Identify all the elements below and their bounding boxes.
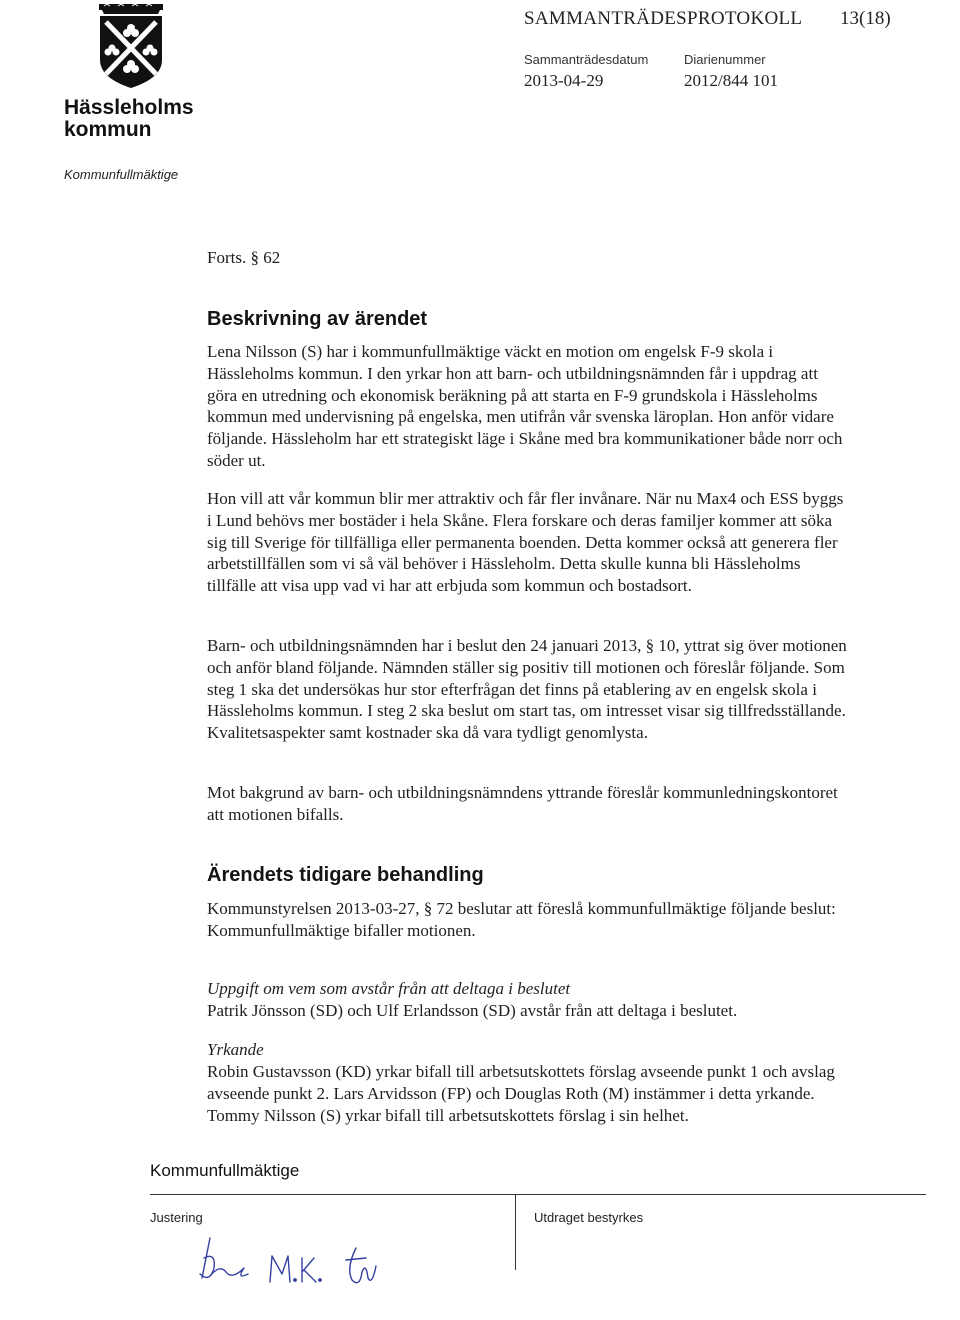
paragraph-motion: Lena Nilsson (S) har i kommunfullmäktige väckt en motion om engelsk F-9 skola i Hässleholms kommun. I den yrkar hon att barn- och utbildningsnämnden får i uppdrag att göra en utredning och ekonomisk beräkning på att starta en F-9 grundskola i Hässleholms kommun med undervisning på engelska, men utifrån vår svenska läroplan. Hon anför vidare följande. Hässleholm har ett strategiskt läge i Skåne med bra kommunikationer både norr och söder ut. xyxy=(207,342,843,470)
committee-name: Kommunfullmäktige xyxy=(64,167,179,182)
document-type: SAMMANTRÄDESPROTOKOLL xyxy=(524,8,803,29)
registry-number-label: Diarienummer xyxy=(684,52,766,67)
subheading-motion-proposals: Yrkande xyxy=(207,1040,264,1059)
paragraph-committee-decision: Barn- och utbildningsnämnden har i beslut den 24 januari 2013, § 10, yttrat sig över motionen och anför bland följande. Nämnden ställer sig positiv till motionen och föreslår följande. Som steg 1 ska det undersökas hur stor efterfrågan det finns på etablering av en engelsk skola i Hässleholms kommun. I steg 2 ska beslut om start tas, om intresset visar sig tillfredsställande. Kvalitetsaspekter samt kostnader ska då vara tydligt genomlysta. xyxy=(207,636,847,743)
municipality-coat-of-arms-logo xyxy=(96,4,166,90)
justering-label: Justering xyxy=(150,1210,203,1225)
paragraph-proposals: Robin Gustavsson (KD) yrkar bifall till arbetsutskottets förslag avseende punkt 1 och avslag avseende punkt 2. Lars Arvidsson (FP) och Douglas Roth (M) instämmer i detta yrkande. Tommy Nilsson (S) yrkar bifall till arbetsutskottets förslag i sin helhet. xyxy=(207,1062,835,1125)
footer-divider-line xyxy=(150,1194,926,1195)
heading-description: Beskrivning av ärendet xyxy=(207,308,428,330)
meeting-date-value: 2013-04-29 xyxy=(524,71,604,90)
meeting-date-label: Sammanträdesdatum xyxy=(524,52,649,67)
paragraph-attractiveness: Hon vill att vår kommun blir mer attraktiv och får fler invånare. När nu Max4 och ESS byggs i Lund behövs mer bostäder i hela Skåne. Flera forskare och deras familjer kommer att söka sig till Sverige för tillfälliga eller permanenta boenden. Detta kommer också att generera fler arbetstillfällen som vi så väl behöver i Hässleholm. Detta skulle kunna bli Hässleholms tillfälle att visa upp vad vi har att erbjuda som kommun och bostadsort. xyxy=(207,489,844,596)
section-continuation: Forts. § 62 xyxy=(207,248,281,267)
registry-number-value: 2012/844 101 xyxy=(684,71,778,90)
organization-name: Hässleholms kommun xyxy=(64,96,194,141)
certified-extract-label: Utdraget bestyrkes xyxy=(534,1210,644,1225)
subheading-abstention: Uppgift om vem som avstår från att deltaga i beslutet xyxy=(207,979,571,998)
heading-previous-handling: Ärendets tidigare behandling xyxy=(207,864,484,886)
footer-column-divider xyxy=(515,1194,516,1270)
page-number: 13(18) xyxy=(840,8,891,29)
paragraph-recommendation: Mot bakgrund av barn- och utbildningsnämndens yttrande föreslår kommunledningskontoret att motionen bifalls. xyxy=(207,783,838,824)
paragraph-executive-board-decision: Kommunstyrelsen 2013-03-27, § 72 beslutar att föreslå kommunfullmäktige följande beslut: Kommunfullmäktige bifaller motionen. xyxy=(207,899,836,940)
footer-committee-name: Kommunfullmäktige xyxy=(150,1161,300,1180)
signature-initials xyxy=(196,1228,426,1298)
paragraph-abstention: Patrik Jönsson (SD) och Ulf Erlandsson (SD) avstår från att deltaga i beslutet. xyxy=(207,1001,738,1020)
